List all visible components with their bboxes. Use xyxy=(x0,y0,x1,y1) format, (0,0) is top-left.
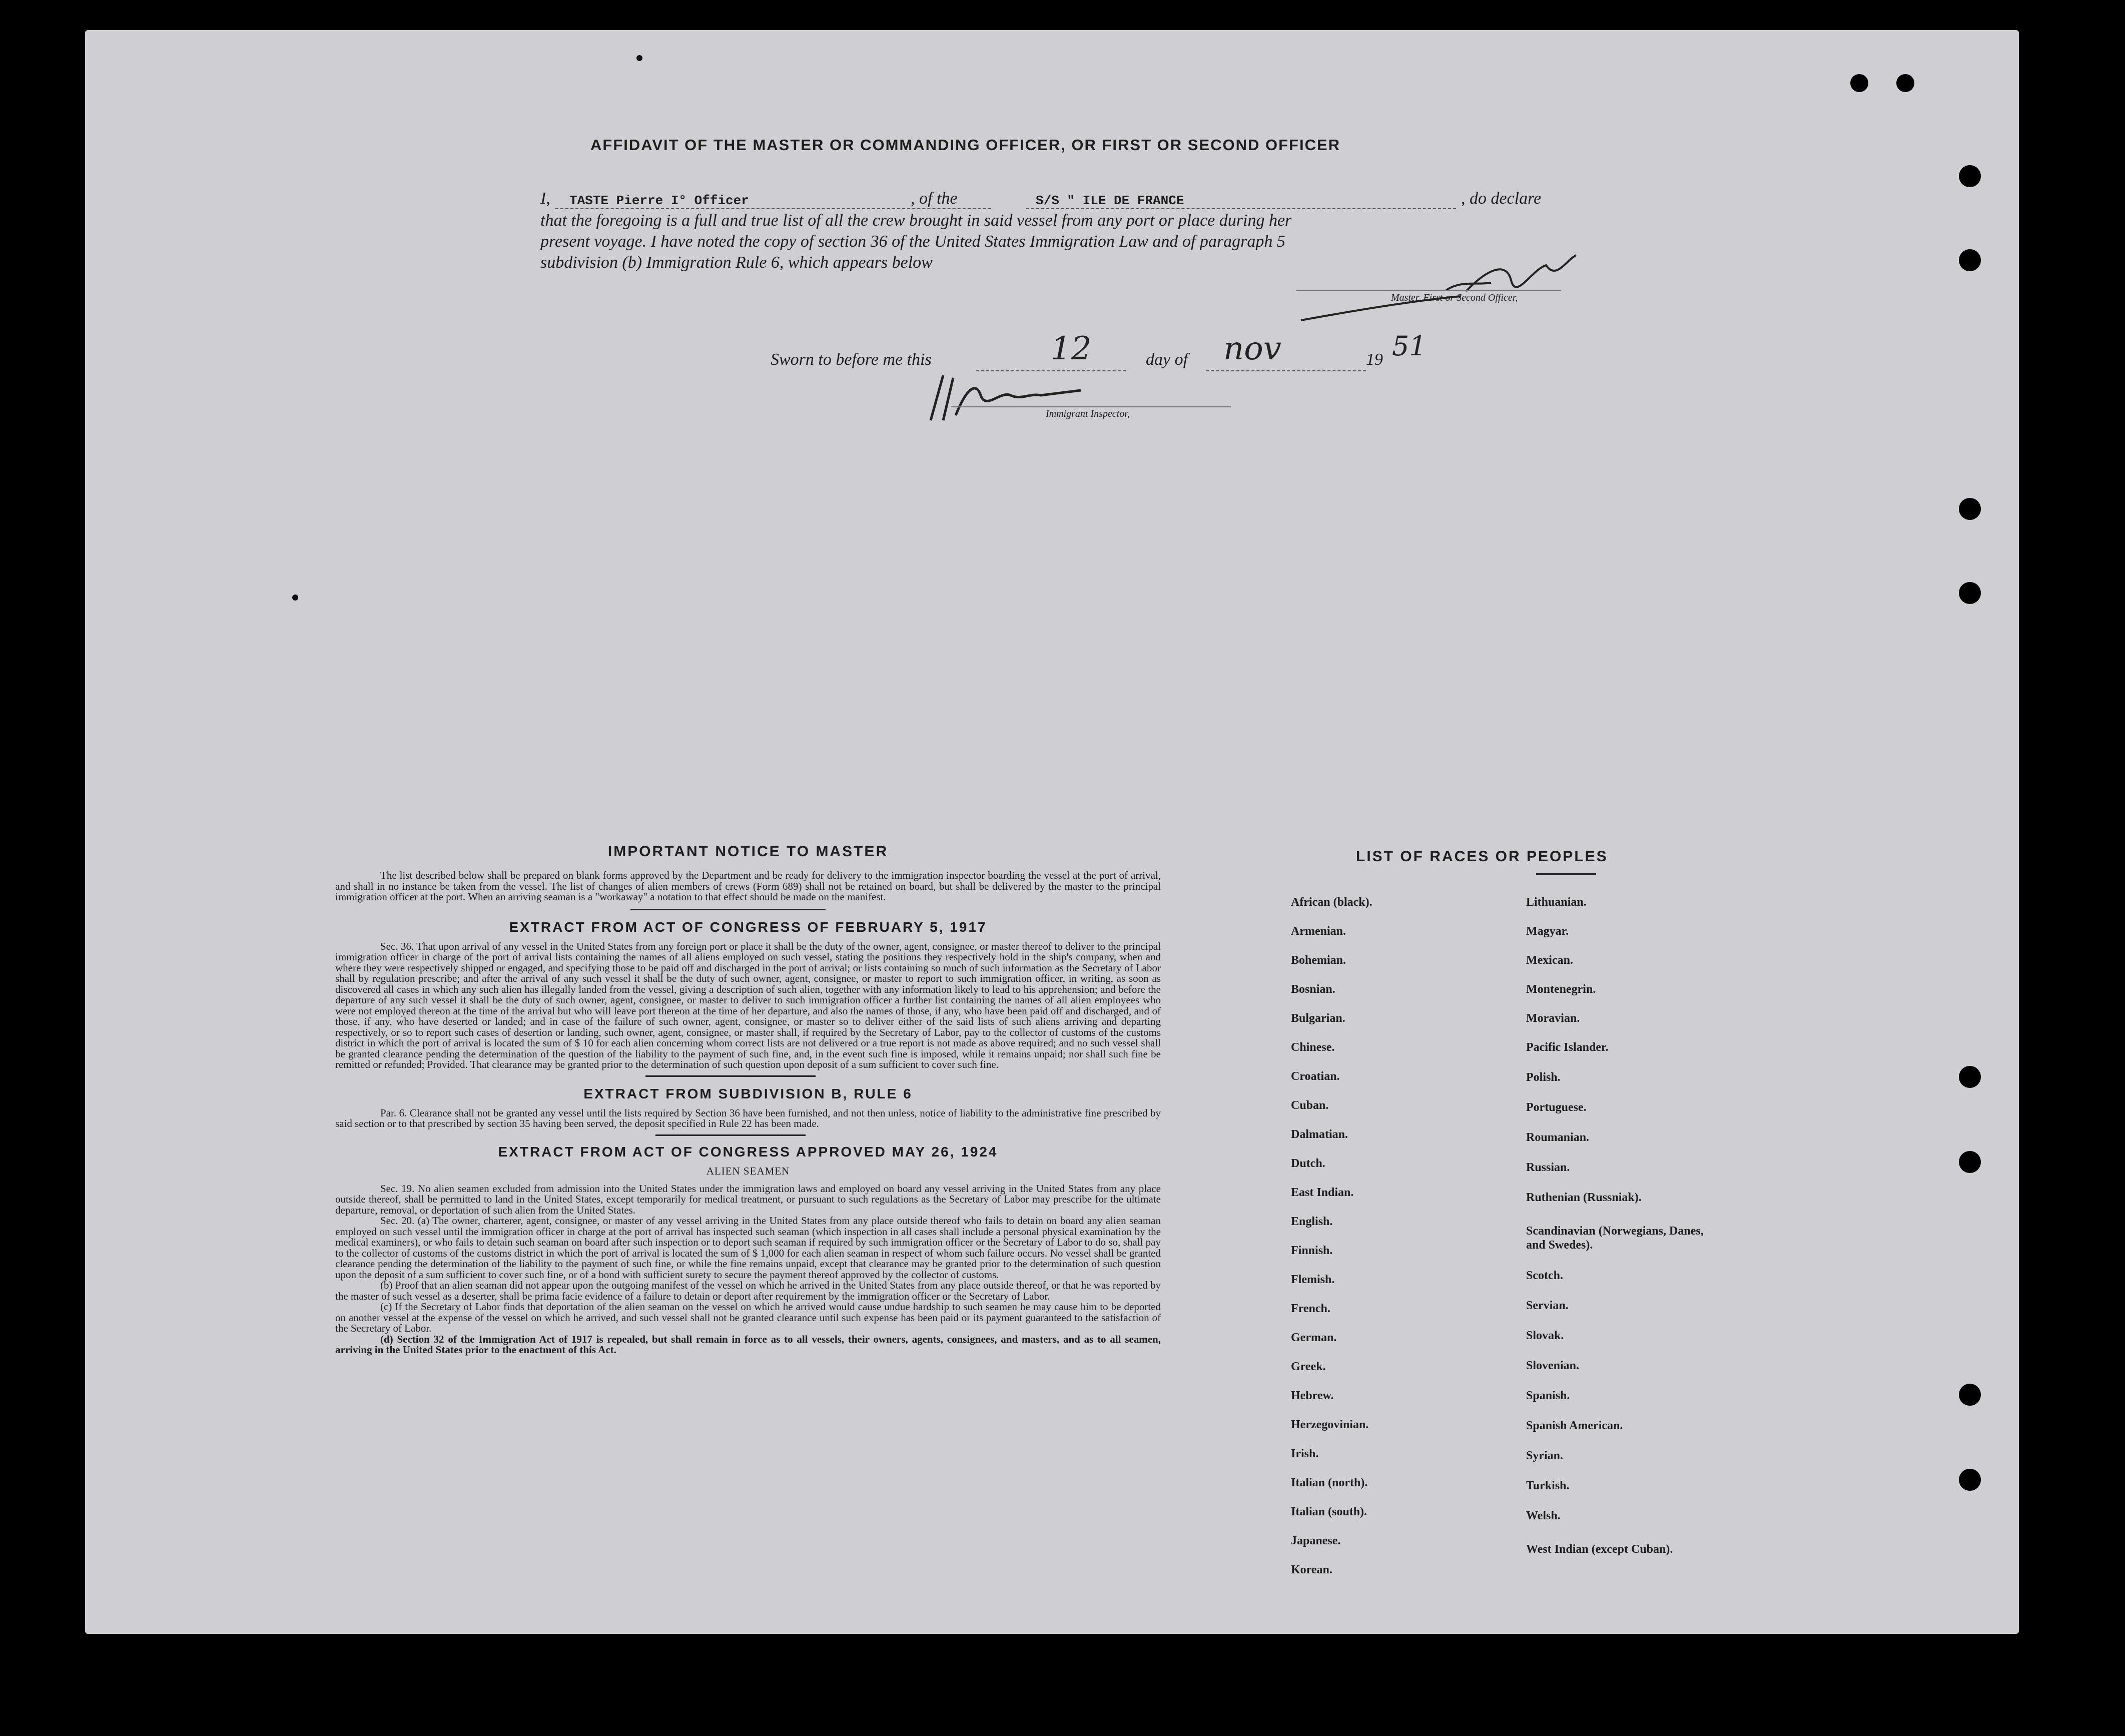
punch-hole xyxy=(1959,165,1981,187)
race-item: English. xyxy=(1291,1215,1333,1228)
sworn-prefix: Sworn to before me this xyxy=(771,350,932,369)
affidavit-line-2: that the foregoing is a full and true list of all the crew brought in said vessel from any port or place during her xyxy=(540,211,1292,230)
race-item: Scotch. xyxy=(1526,1269,1563,1282)
race-item: German. xyxy=(1291,1331,1337,1344)
punch-hole xyxy=(1959,1151,1981,1173)
race-item: Welsh. xyxy=(1526,1509,1561,1522)
affidavit-i: I, xyxy=(540,189,550,208)
extract-1917-body: Sec. 36. That upon arrival of any vessel in the United States from any foreign port or place it shall be the duty of the owner, agent, consignee, or master thereof to deliver to the principal immigration officer in charge of the port of arrival lists containing the names of all aliens employed on such vessel, stating the positions they respectively hold in the ship's company, when and where they were respectively shipped or engaged, and specifying those to be paid off and discharged in the port of arrival; or lists containing so much of such information as the Secretary of Labor shall by regulation prescribe; and after the arrival of any such vessel it shall be the duty of such owner, agent, consignee, or master to report to such immigration officer, in writing, as soon as discovered all cases in which any such alien has illegally landed from the vessel, giving a description of such alien, together with any information likely to lead to his apprehension; and before the departure of any such vessel it shall be the duty of such owner, agent, consignee, or master to deliver to such immigration officer a further list containing the names of all alien employees who were not employed thereon at the time of the arrival but who will leave port thereon at the time of her departure, and also the names of those, if any, who have been paid off and discharged, and of those, if any, who have deserted or landed; and in case of the failure of such owner, agent, consignee, or master so to deliver either of the said lists of such aliens arriving and departing respectively, or so to report such cases of desertion or landing, such owner, agent, consignee, or master shall, if required by the Secretary of Labor, pay to the collector of customs of the customs district in which the port of arrival is located the sum of $ 10 for each alien concerning whom correct lists are not delivered or a true report is not made as above required; and no such vessel shall be granted clearance pending the determination of the question of the liability to the payment of such fine, and, in the event such fine is imposed, while it remains unpaid; nor shall such fine be remitted or refunded; Provided. That clearance may be granted prior to the determination of such question upon deposit of a sum sufficient to cover such fine. xyxy=(335,940,1161,1070)
race-item: Russian. xyxy=(1526,1161,1570,1174)
extract-1924-sec20d: (d) Section 32 of the Immigration Act of 1917 is repealed, but shall remain in force as to all vessels, their owners, agents, consignees, and masters, and as to all seamen, arriving in the United States prior to the enactment of this Act. xyxy=(335,1333,1161,1356)
punch-hole xyxy=(1959,498,1981,520)
race-item: Bulgarian. xyxy=(1291,1012,1345,1025)
section-rule xyxy=(655,1134,806,1136)
extract-1924-title: EXTRACT FROM ACT OF CONGRESS APPROVED MAY 26, 1924 xyxy=(498,1143,998,1160)
race-item: West Indian (except Cuban). xyxy=(1526,1543,1673,1556)
race-item: Moravian. xyxy=(1526,1012,1580,1025)
race-item: Bosnian. xyxy=(1291,983,1335,996)
sworn-month: nov xyxy=(1223,330,1281,367)
sworn-day: 12 xyxy=(1051,330,1092,367)
race-item: Roumanian. xyxy=(1526,1131,1590,1144)
race-item: Mexican. xyxy=(1526,954,1573,967)
race-item: Japanese. xyxy=(1291,1534,1341,1547)
race-item: Dutch. xyxy=(1291,1157,1325,1170)
notice-body: The list described below shall be prepared on blank forms approved by the Department and be ready for delivery to the immigration inspector boarding the vessel at the port of arrival, and shall in no instance be taken from the vessel. The list of changes of alien members of crews (Form 689) shall not be retained on board, but shall be delivered by the master to the principal immigration officer at the port. When an arriving seaman is a "workaway" a notation to that effect should be made on the manifest. xyxy=(335,869,1161,903)
section-rule xyxy=(645,1075,816,1077)
race-item: Turkish. xyxy=(1526,1479,1570,1492)
affidavit-do-declare: , do declare xyxy=(1461,189,1542,208)
race-item: Flemish. xyxy=(1291,1273,1335,1286)
inspector-caption: Immigrant Inspector, xyxy=(1046,408,1130,419)
race-item: Pacific Islander. xyxy=(1526,1041,1609,1054)
extract-1924-sec20b: (b) Proof that an alien seaman did not appear upon the outgoing manifest of the vessel on which he arrived in the United States from any place outside thereof, or that he was reported by the master of such vessel as a deserter, shall be prima facie evidence of a failure to detain or deport after requirement by the immigration officer or the Secretary of Labor. xyxy=(335,1279,1161,1302)
race-item: Italian (south). xyxy=(1291,1505,1367,1518)
inspector-line xyxy=(951,406,1231,407)
race-item: Greek. xyxy=(1291,1360,1326,1373)
extract-rule6-body: Par. 6. Clearance shall not be granted any vessel until the lists required by Section 36 have been furnished, and not then unless, notice of liability to the administrative fine prescribed by said section or to that prescribed by section 35 having been served, the deposit specified in Rule 22 has been made. xyxy=(335,1106,1161,1129)
race-item: Portuguese. xyxy=(1526,1101,1587,1114)
day-of: day of xyxy=(1146,350,1188,369)
notice-title: IMPORTANT NOTICE TO MASTER xyxy=(607,843,889,860)
extract-rule6-title: EXTRACT FROM SUBDIVISION B, RULE 6 xyxy=(583,1085,913,1101)
vessel-name: S/S " ILE DE FRANCE xyxy=(1036,193,1184,208)
race-item: Hebrew. xyxy=(1291,1389,1334,1402)
year-suffix: 51 xyxy=(1392,330,1427,362)
punch-hole xyxy=(1959,1469,1981,1491)
race-item: Spanish American. xyxy=(1526,1419,1623,1432)
extract-1917-title: EXTRACT FROM ACT OF CONGRESS OF FEBRUARY 5, 1917 xyxy=(509,919,987,935)
race-item: Dalmatian. xyxy=(1291,1128,1348,1141)
race-item: African (black). xyxy=(1291,896,1372,909)
races-title-rule xyxy=(1536,873,1596,875)
punch-hole xyxy=(1959,582,1981,604)
race-item: Armenian. xyxy=(1291,925,1346,938)
ink-speck xyxy=(636,55,642,61)
document-sheet xyxy=(85,30,2019,1634)
extract-1924-sec20a: Sec. 20. (a) The owner, charterer, agent, consignee, or master of any vessel arriving in the United States from any place outside thereof who fails to detain on board any alien seaman employed on such vessel until the immigration officer in charge at the port of arrival has inspected such seaman (which inspection in all cases shall include a personal physical examination by the medical examiners), or who fails to detain such seaman on board after such inspection or to deport such seaman if required by such immigration officer or the Secretary of Labor to do so, shall pay to the collector of customs of the customs district in which the port of arrival is located the sum of $ 1,000 for each alien seaman in respect of whom such failure occurs. No vessel shall be granted clearance pending the determination of the liability to the payment of such fine, or while the fine remains unpaid, except that clearance may be granted prior to the determination of such question upon the deposit of a sum sufficient to cover such fine, or of a bond with sufficient surety to secure the payment thereof approved by the collector of customs. xyxy=(335,1215,1161,1281)
race-item: Polish. xyxy=(1526,1071,1561,1084)
race-item: Spanish. xyxy=(1526,1389,1570,1402)
race-item: Syrian. xyxy=(1526,1449,1564,1462)
affidavit-of-the: , of the xyxy=(911,189,958,208)
ink-speck xyxy=(292,595,298,601)
punch-hole xyxy=(1896,74,1914,92)
year-prefix: 19 xyxy=(1366,350,1383,369)
race-item: Italian (north). xyxy=(1291,1476,1368,1489)
officer-name: TASTE Pierre I° Officer xyxy=(569,193,749,208)
legal-column xyxy=(335,843,1161,1356)
extract-1924-sec20c: (c) If the Secretary of Labor finds that deportation of the alien seaman on the vessel on which he arrived would cause undue hardship to such seamen he may cause him to be deported on another vessel at the expense of the vessel on which he arrived, and such vessel shall not be granted clearance until such expense has been paid or its payment guaranteed to the satisfaction of the Secretary of Labor. xyxy=(335,1301,1161,1334)
race-item: Lithuanian. xyxy=(1526,896,1587,909)
race-item: Scandinavian (Norwegians, Danes, and Swedes). xyxy=(1526,1225,1704,1252)
blank-line xyxy=(1026,208,1456,209)
signature-caption: Master, First or Second Officer, xyxy=(1391,292,1518,303)
race-item: Cuban. xyxy=(1291,1099,1329,1112)
affidavit-line-3: present voyage. I have noted the copy of section 36 of the United States Immigration Law and of paragraph 5 xyxy=(540,232,1285,251)
race-item: Bohemian. xyxy=(1291,954,1346,967)
races-title: LIST OF RACES OR PEOPLES xyxy=(1356,848,1608,865)
race-item: Servian. xyxy=(1526,1299,1569,1312)
race-item: Herzegovinian. xyxy=(1291,1418,1369,1431)
extract-1924-sec19: Sec. 19. No alien seamen excluded from admission into the United States under the immigration laws and employed on board any vessel arriving in the United States from any place outside thereof, shall be permitted to land in the United States, except temporarily for medical treatment, or pursuant to such regulations as the Secretary of Labor may prescribe for the ultimate departure, removal, or deportation of such alien from the United States. xyxy=(335,1182,1161,1216)
punch-hole xyxy=(1959,1384,1981,1406)
signature-line xyxy=(1296,290,1561,291)
race-item: Korean. xyxy=(1291,1563,1332,1576)
affidavit-line-4: subdivision (b) Immigration Rule 6, which appears below xyxy=(540,253,933,272)
race-item: Irish. xyxy=(1291,1447,1319,1460)
race-item: French. xyxy=(1291,1302,1330,1315)
race-item: Croatian. xyxy=(1291,1070,1340,1083)
race-item: Slovenian. xyxy=(1526,1359,1580,1372)
race-item: Finnish. xyxy=(1291,1244,1333,1257)
race-item: Chinese. xyxy=(1291,1041,1335,1054)
punch-hole xyxy=(1959,249,1981,271)
section-rule xyxy=(630,909,826,910)
blank-line xyxy=(555,208,991,209)
punch-hole xyxy=(1850,74,1868,92)
alien-seamen-subtitle: ALIEN SEAMEN xyxy=(706,1165,790,1177)
blank-line xyxy=(1206,370,1366,371)
race-item: Montenegrin. xyxy=(1526,983,1596,996)
affidavit-title: AFFIDAVIT OF THE MASTER OR COMMANDING OFFICER, OR FIRST OR SECOND OFFICER xyxy=(590,136,1341,154)
race-item: Slovak. xyxy=(1526,1329,1564,1342)
race-item: Magyar. xyxy=(1526,925,1569,938)
punch-hole xyxy=(1959,1066,1981,1088)
race-item: East Indian. xyxy=(1291,1186,1354,1199)
race-item: Ruthenian (Russniak). xyxy=(1526,1191,1642,1204)
